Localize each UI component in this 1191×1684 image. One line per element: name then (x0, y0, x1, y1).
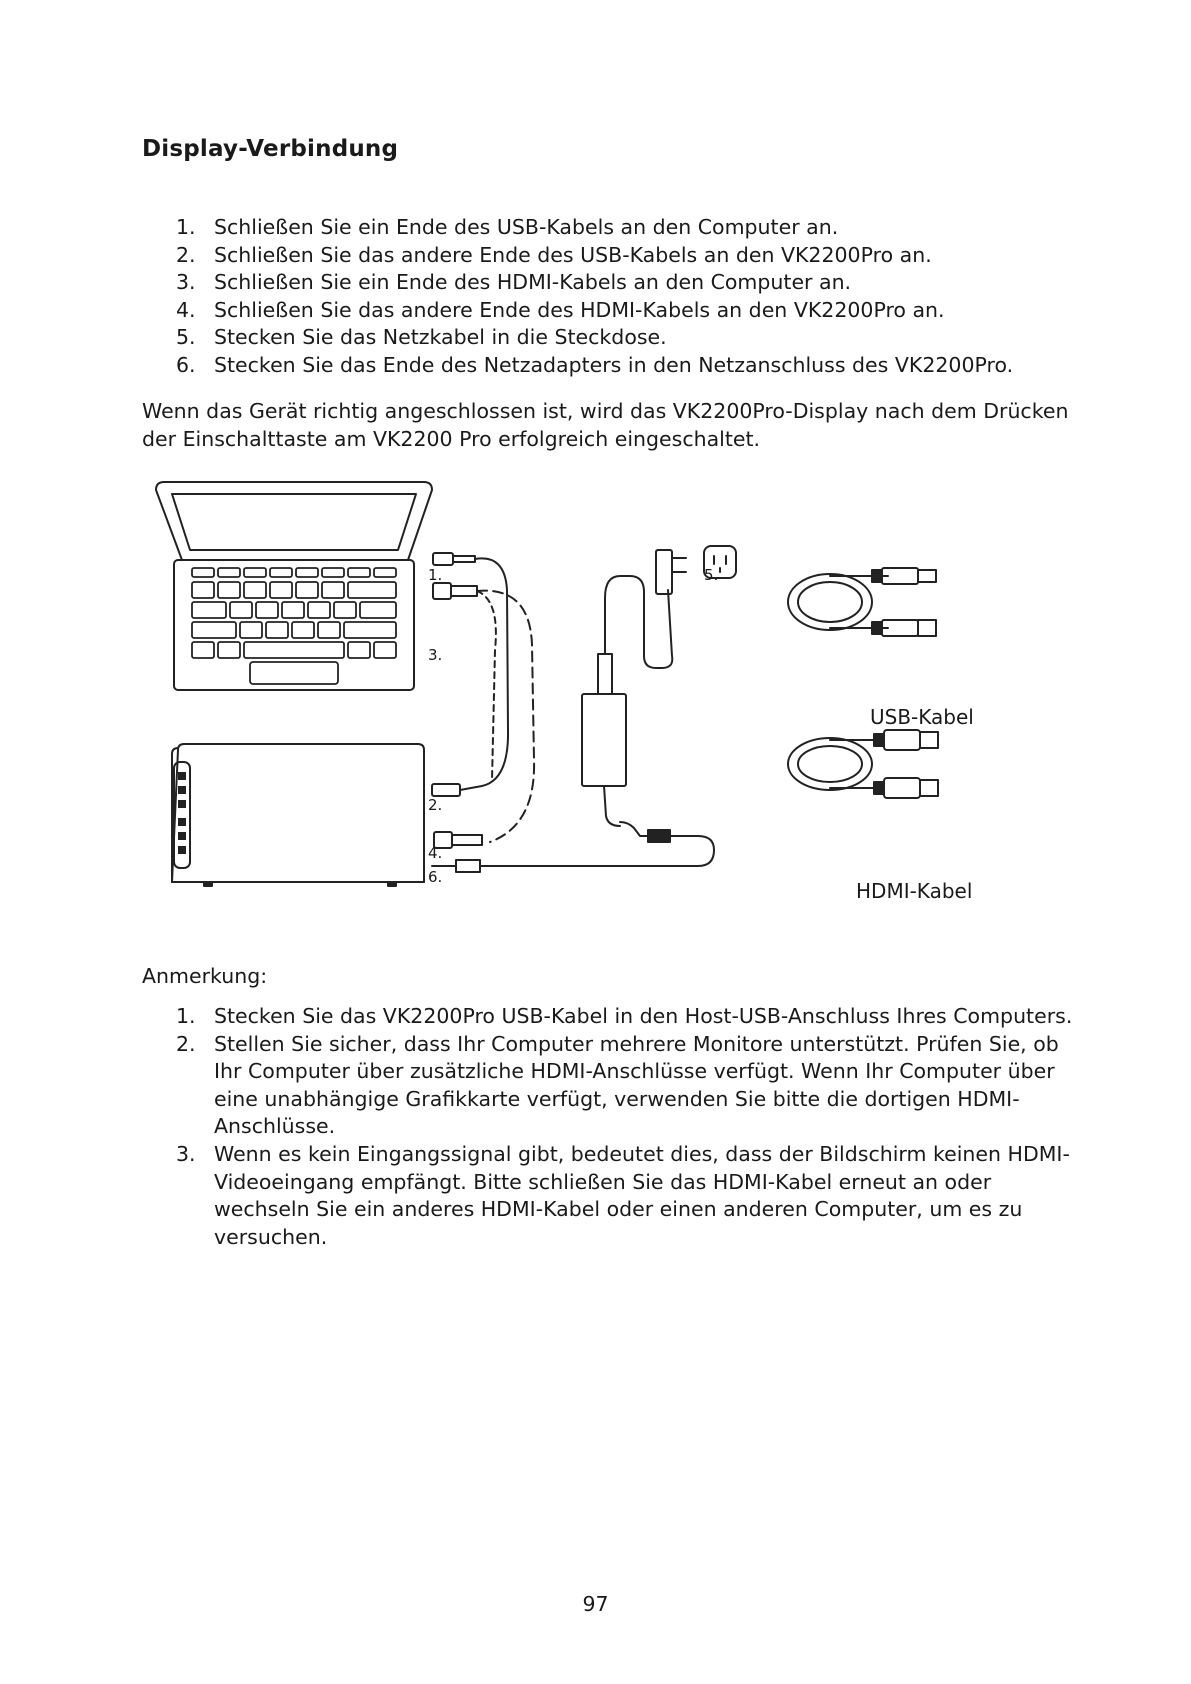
connection-steps-list (142, 214, 1092, 380)
step-number: 3. (176, 270, 196, 295)
step-text: Schließen Sie das andere Ende des USB-Kabels an den VK2200Pro an. (214, 242, 932, 267)
note-number: 1. (176, 1004, 196, 1028)
note-text: Wenn es kein Eingangssignal gibt, bedeutet dies, dass der Bildschirm keinen HDMI-Videoeingang empfängt. Bitte schließen Sie das HDMI-Kabel erneut an oder wechseln Sie ein anderes HDMI-Kabel oder einen anderen Computer, um es zu versuchen. (214, 1141, 1070, 1249)
notes-list (142, 1003, 1082, 1251)
hdmi-cable-icon (788, 730, 938, 798)
step-text: Schließen Sie das andere Ende des HDMI-Kabels an den VK2200Pro an. (214, 297, 945, 322)
step-item (142, 352, 1092, 380)
step-text: Stecken Sie das Netzkabel in die Steckdose. (214, 325, 667, 350)
diagram-label-1: 1. (428, 566, 443, 584)
page-number: 97 (582, 1592, 609, 1616)
diagram-label-5: 5. (704, 566, 719, 584)
step-number: 6. (176, 352, 196, 377)
diagram-label-6: 6. (428, 868, 443, 886)
step-item (142, 324, 1092, 352)
note-text: Stecken Sie das VK2200Pro USB-Kabel in den Host-USB-Anschluss Ihres Computers. (214, 1004, 1073, 1028)
diagram-label-3: 3. (428, 646, 443, 664)
step-number: 4. (176, 297, 196, 322)
note-item (142, 1031, 1082, 1141)
step-number: 2. (176, 242, 196, 267)
step-text: Schließen Sie ein Ende des USB-Kabels an den Computer an. (214, 215, 839, 239)
step-number: 1. (176, 215, 196, 239)
note-item (142, 1141, 1082, 1251)
cable-lines (432, 546, 736, 872)
step-item (142, 214, 1092, 242)
usb-cable-label: USB-Kabel (870, 705, 974, 729)
hdmi-cable-label: HDMI-Kabel (856, 879, 973, 903)
step-number: 5. (176, 325, 196, 350)
display-illustration (172, 744, 424, 886)
laptop-illustration (156, 482, 432, 690)
usb-cable-icon (788, 568, 936, 636)
step-text: Schließen Sie ein Ende des HDMI-Kabels an den Computer an. (214, 270, 852, 295)
section-title: Display-Verbindung (142, 136, 399, 162)
note-heading: Anmerkung: (142, 964, 268, 988)
note-number: 2. (176, 1031, 196, 1056)
connection-diagram (150, 480, 1040, 920)
diagram-label-2: 2. (428, 796, 443, 814)
diagram-label-4: 4. (428, 844, 443, 862)
step-text: Stecken Sie das Ende des Netzadapters in den Netzanschluss des VK2200Pro. (214, 352, 1014, 377)
step-item (142, 269, 1092, 297)
note-item (142, 1003, 1082, 1031)
step-item (142, 297, 1092, 325)
note-text: Stellen Sie sicher, dass Ihr Computer mehrere Monitore unterstützt. Prüfen Sie, ob Ihr Computer über zusätzliche HDMI-Anschlüsse verfügt. Wenn Ihr Computer über eine unabhängige Grafikkarte verfügt, verwenden Sie bitte die dortigen HDMI-Anschlüsse. (214, 1031, 1059, 1139)
step-item (142, 242, 1092, 270)
intro-paragraph: Wenn das Gerät richtig angeschlossen ist, wird das VK2200Pro-Display nach dem Drücken der Einschalttaste am VK2200 Pro erfolgreich eingeschaltet. (142, 399, 1069, 451)
note-number: 3. (176, 1141, 196, 1166)
